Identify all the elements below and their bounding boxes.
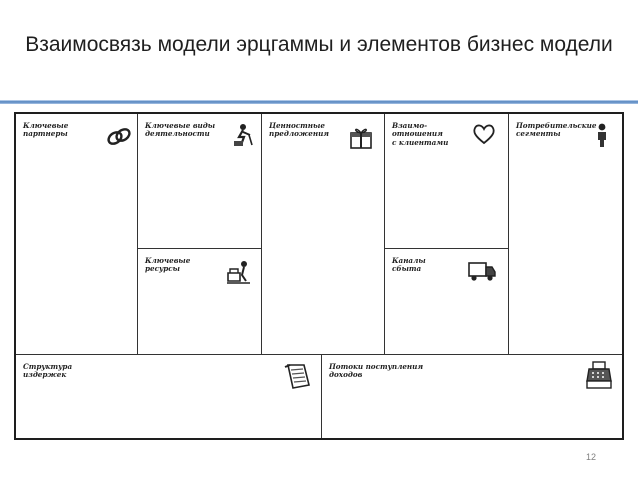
cash-register-icon: [584, 359, 614, 391]
worker-icon: [230, 122, 256, 148]
business-model-canvas: [14, 112, 624, 440]
cell-label-customer-segments: Потребительские сегменты: [516, 121, 597, 139]
cell-label-key-resources: Ключевые ресурсы: [145, 256, 191, 274]
cell-key-resources: [138, 249, 262, 355]
cell-label-cost-structure: Структура издержек: [23, 362, 73, 380]
cell-value-propositions: [262, 114, 385, 355]
cell-channels: [385, 249, 509, 355]
heart-icon: [471, 121, 497, 147]
cell-revenue-streams: [322, 355, 622, 438]
slide-title: Взаимосвязь модели эрцгаммы и элементов бизнес модели: [25, 33, 613, 56]
cell-label-value-propositions: Ценностные предложения: [269, 121, 330, 139]
cell-label-customer-relationships: Взаимо- отношения с клиентами: [392, 121, 449, 147]
cell-label-revenue-streams: Потоки поступления доходов: [329, 362, 424, 380]
cell-customer-relationships: [385, 114, 509, 249]
title-divider: [0, 100, 638, 104]
gift-box-icon: [348, 124, 374, 150]
cell-label-channels: Каналы сбыта: [392, 256, 426, 274]
cell-label-key-partners: Ключевые партнеры: [23, 121, 69, 139]
factory-worker-icon: [226, 259, 252, 285]
person-icon: [589, 122, 615, 148]
chain-link-icon: [106, 124, 132, 150]
cell-cost-structure: [16, 355, 322, 438]
delivery-truck-icon: [467, 257, 497, 283]
page-number: 12: [586, 452, 597, 462]
cell-key-activities: [138, 114, 262, 249]
cell-key-partners: [16, 114, 138, 355]
cell-customer-segments: [509, 114, 622, 355]
cell-label-key-activities: Ключевые виды деятельности: [145, 121, 216, 139]
price-tag-icon: [282, 361, 312, 391]
